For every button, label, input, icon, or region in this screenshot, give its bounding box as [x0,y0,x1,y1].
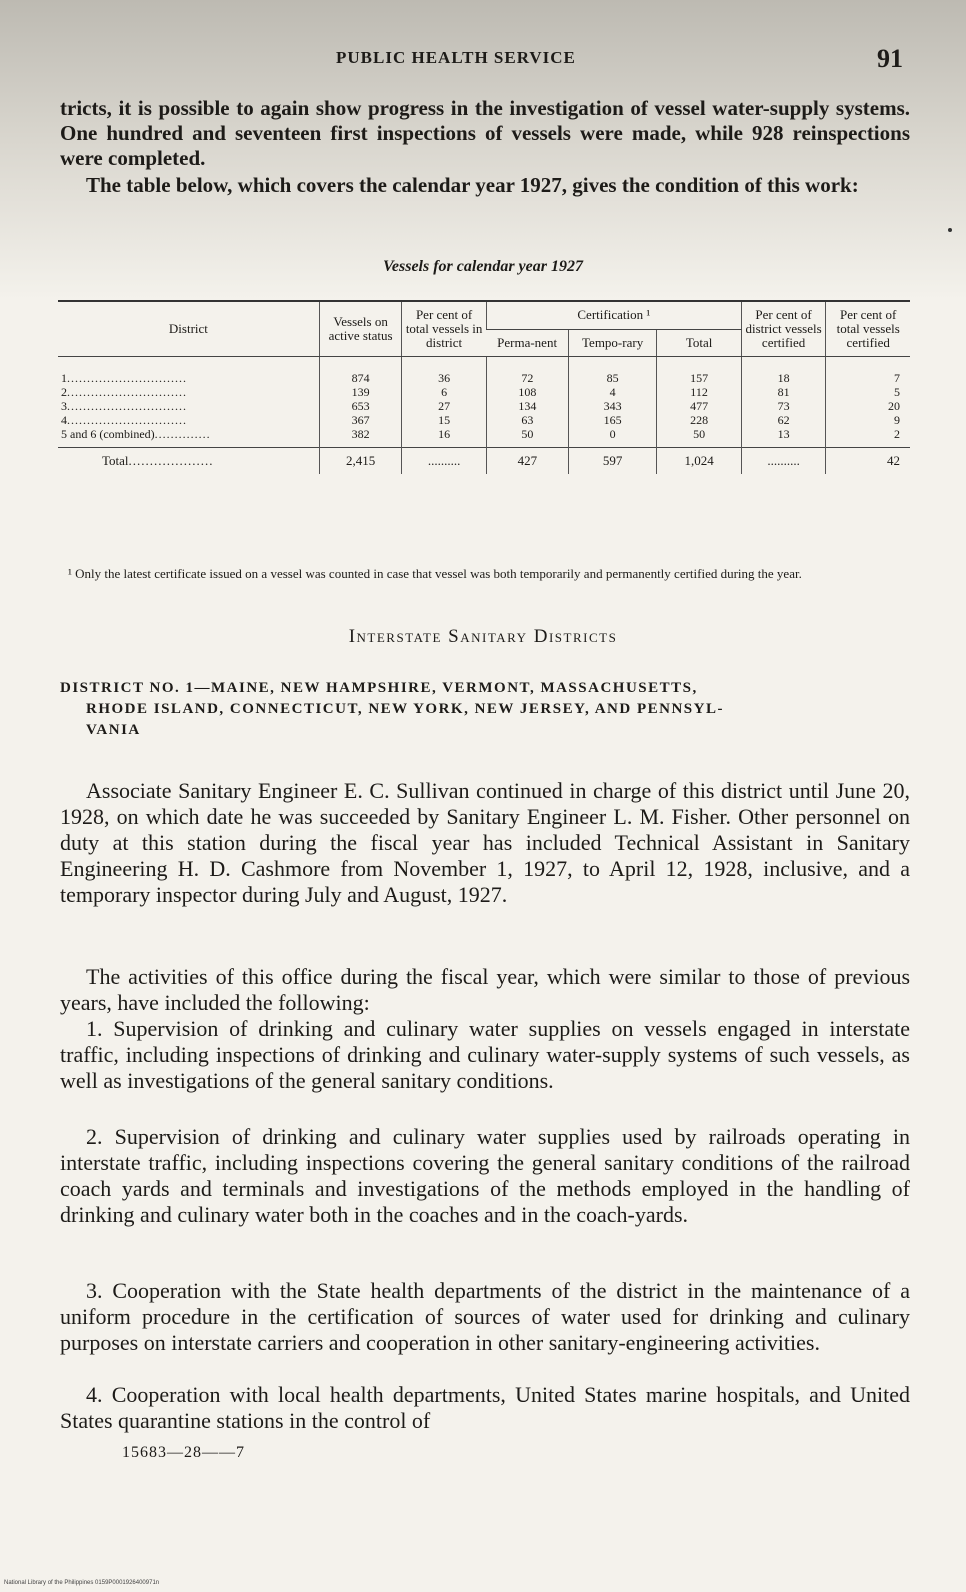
district-heading-line-1: DISTRICT NO. 1—MAINE, NEW HAMPSHIRE, VERMONT, MASSACHUSETTS, [60,680,698,696]
table-row [58,399,910,413]
pct-certified-cell: 20 [826,399,910,413]
pct-total-cell: 36 [402,357,487,386]
table-footnote: ¹ Only the latest certificate issued on a vessel was counted in case that vessel was both temporarily and permanently certified during the year. [68,566,802,581]
temporary-cell: 165 [568,413,656,427]
table-row [58,427,910,448]
pct-certified-cell: 5 [826,385,910,399]
pct-total-cell: 16 [402,427,487,448]
district-cell: 2.............................. [61,385,187,399]
page-number: 91 [877,44,903,73]
pct-certified-cell: 2 [826,427,910,448]
total-cell: 112 [657,385,741,399]
pct-certified-cell: 7 [826,357,910,386]
permanent-cell: 108 [486,385,568,399]
active-cell: 874 [319,357,402,386]
vessels-table [58,300,910,474]
intro-paragraph-1: tricts, it is possible to again show progress in the investigation of vessel water-supply systems. One hundred and seventeen first inspections of vessels were made, while 928 reinspections were completed. [60,96,910,170]
header-district: District [58,301,319,357]
table-row [58,413,910,427]
total-label-cell: Total.................... [58,448,319,475]
total-temporary-cell: 597 [568,448,656,475]
permanent-cell: 72 [486,357,568,386]
body-paragraph-2: The activities of this office during the fiscal year, which were similar to those of previous years, have included the following: [60,964,910,1015]
table-row [58,385,910,399]
running-head [0,44,966,74]
temporary-cell: 343 [568,399,656,413]
printer-signature: 15683—28——7 [122,1444,245,1461]
district-heading-line-3: VANIA [86,722,141,738]
list-item-4: 4. Cooperation with local health departments, United States marine hospitals, and United States quarantine stations in the control of [60,1382,910,1433]
pct-district-cell: 62 [741,413,826,427]
header-total: Total [657,329,741,357]
intro-paragraph-2: The table below, which covers the calendar year 1927, gives the condition of this work: [86,173,859,197]
temporary-cell: 85 [568,357,656,386]
total-cell: 228 [657,413,741,427]
header-permanent: Perma-nent [486,329,568,357]
active-cell: 382 [319,427,402,448]
total-pct-certified-cell: 42 [826,448,910,475]
list-item-3: 3. Cooperation with the State health departments of the district in the maintenance of a uniform procedure in the certification of sources of water used for drinking and culinary purposes on interstate carriers and cooperation in other sanitary-engineering activities. [60,1278,910,1355]
pct-total-cell: 27 [402,399,487,413]
active-cell: 653 [319,399,402,413]
header-certification: Certification ¹ [486,301,741,329]
header-pct-total-certified: Per cent of total vessels certified [826,301,910,357]
pct-district-cell: 13 [741,427,826,448]
list-item-1: 1. Supervision of drinking and culinary water supplies on vessels engaged in interstate traffic, including inspections of drinking and culinary water-supply systems of such vessels, as well as investigations of the general sanitary conditions. [60,1016,910,1093]
pct-district-cell: 81 [741,385,826,399]
pct-district-cell: 18 [741,357,826,386]
permanent-cell: 134 [486,399,568,413]
temporary-cell: 4 [568,385,656,399]
pct-total-cell: 6 [402,385,487,399]
total-active-cell: 2,415 [319,448,402,475]
total-cell: 50 [657,427,741,448]
library-watermark: National Library of the Philippines 0159P0001926400971n [4,1580,160,1586]
permanent-cell: 63 [486,413,568,427]
district-cell: 1.............................. [61,371,187,385]
table-row [58,357,910,386]
scan-speck [948,228,952,232]
total-cell: 157 [657,357,741,386]
district-cell: 4.............................. [61,413,187,427]
pct-district-cell: 73 [741,399,826,413]
header-vessels-active: Vessels on active status [319,301,402,357]
district-heading [60,678,910,741]
temporary-cell: 0 [568,427,656,448]
table-caption: Vessels for calendar year 1927 [383,258,583,275]
active-cell: 367 [319,413,402,427]
pct-certified-cell: 9 [826,413,910,427]
header-pct-total-vessels: Per cent of total vessels in district [402,301,487,357]
list-item-2: 2. Supervision of drinking and culinary water supplies used by railroads operating in interstate traffic, including inspections covering the general sanitary conditions of the railroad coach yards and terminals and investigations of the methods employed in the handling of drinking and culinary water both in the coaches and in the coach-yards. [60,1124,910,1227]
running-title: PUBLIC HEALTH SERVICE [336,48,576,67]
district-cell: 5 and 6 (combined).............. [61,427,211,441]
total-permanent-cell: 427 [486,448,568,475]
header-pct-district-certified: Per cent of district vessels certified [741,301,826,357]
table-total-row [58,448,910,475]
permanent-cell: 50 [486,427,568,448]
total-cell: 477 [657,399,741,413]
total-pct-district-cell: .......... [741,448,826,475]
pct-total-cell: 15 [402,413,487,427]
district-cell: 3.............................. [61,399,187,413]
active-cell: 139 [319,385,402,399]
body-paragraph-1: Associate Sanitary Engineer E. C. Sullivan continued in charge of this district until June 20, 1928, on which date he was succeeded by Sanitary Engineer L. M. Fisher. Other personnel on duty at this station during the fiscal year has included Technical Assistant in Sanitary Engineering H. D. Cashmore from November 1, 1927, to April 12, 1928, inclusive, and a temporary inspector during July and August, 1927. [60,778,910,907]
total-pct-total-cell: .......... [402,448,487,475]
total-total-cell: 1,024 [657,448,741,475]
district-heading-line-2: RHODE ISLAND, CONNECTICUT, NEW YORK, NEW JERSEY, AND PENNSYL- [86,701,724,717]
header-temporary: Tempo-rary [568,329,656,357]
section-title: Interstate Sanitary Districts [348,626,618,647]
